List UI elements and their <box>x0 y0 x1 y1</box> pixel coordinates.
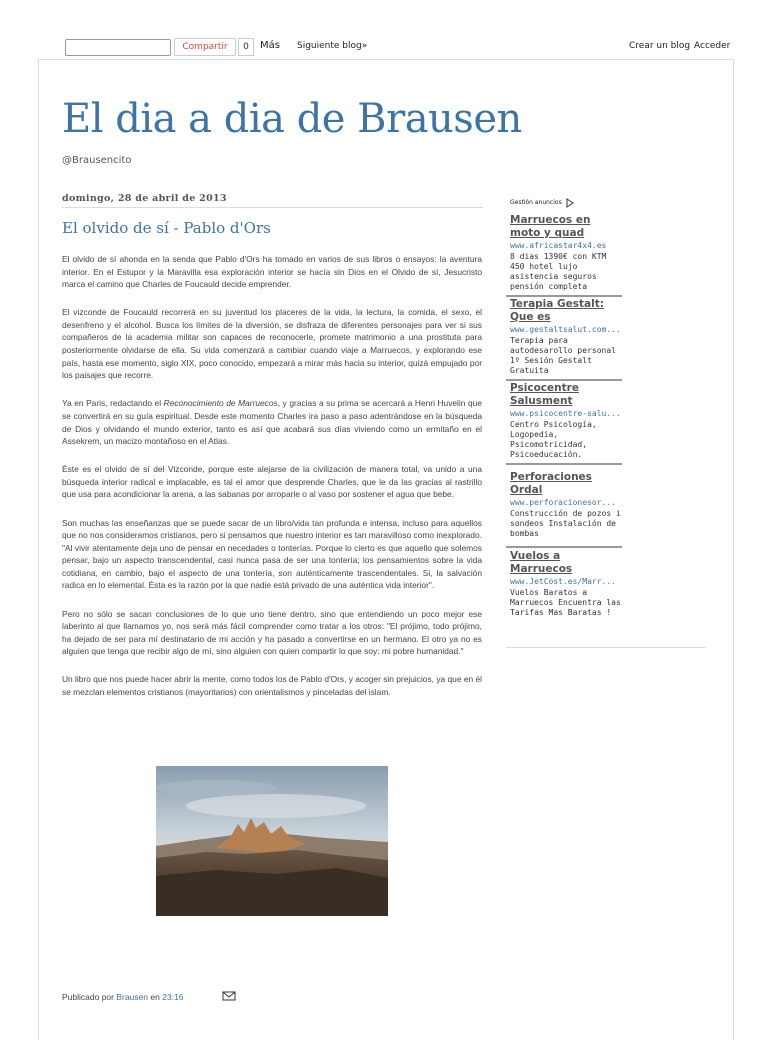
share-count: 0 <box>238 38 254 56</box>
post-paragraph: Un libro que nos puede hacer abrir la mente, como todos los de Pablo d'Ors, y acoger sin prejuicios, ya que en él se mezclan elementos cristianos (mayoritarios) con orientalismos y pinceladas del islam. <box>62 674 482 698</box>
post-paragraph <box>62 397 482 447</box>
footer-label: Publicado por <box>62 992 114 1002</box>
blog-title[interactable]: El dia a dia de Brausen <box>62 96 522 142</box>
ad-unit[interactable] <box>510 550 622 618</box>
search-input[interactable] <box>65 39 171 56</box>
ad-description: Construcción de pozos i sondeos Instalación de bombas <box>510 509 621 538</box>
paragraph-text: Ya en Paris, redactando el <box>62 398 164 409</box>
post-body <box>62 253 482 714</box>
post-date: domingo, 28 de abril de 2013 <box>62 193 227 204</box>
ad-url[interactable]: www.africastar4x4.es <box>510 241 607 250</box>
share-button[interactable]: Compartir <box>174 38 236 56</box>
play-arrow-icon[interactable] <box>565 198 575 208</box>
post-paragraph: El olvido de sí ahonda en la senda que Pablo d'Ors ha tomado en varios de sus libros o ensayos: la aventura interior. En el Estupor y la Maravilla esa exploración interior se hacía sin Dios en el Olvido de sí, Jesucristo marca el camino que Charles de Foucauld decide emprender. <box>62 254 482 290</box>
ad-unit[interactable] <box>510 471 622 539</box>
divider <box>506 463 622 465</box>
divider <box>506 379 622 381</box>
divider <box>62 207 483 208</box>
ad-title[interactable]: Perforaciones Ordal <box>510 471 592 496</box>
permalink-time[interactable]: 23:16 <box>162 992 184 1002</box>
ad-description: 8 dias 1390€ con KTM 450 hotel lujo asistencia seguros pensión completa <box>510 252 607 291</box>
divider <box>506 295 622 297</box>
post-paragraph: Éste es el olvido de sí del Vizconde, porque este alejarse de la civilización de manera total, va unido a una búsqueda interior radical e implacable, es tal el amor que desprende Charles, que le da las gracias al rastrillo que usa para acondicionar la arena, a las sabanas por arroparle o al vaso por sostener el agua que bebe. <box>62 464 482 500</box>
ad-unit[interactable] <box>510 382 622 460</box>
ad-url[interactable]: www.psicocentre-salu... <box>510 409 621 418</box>
post-image[interactable] <box>156 766 388 916</box>
ad-url[interactable]: www.JetCost.es/Marr... <box>510 577 616 586</box>
ad-url[interactable]: www.gestaltsalut.com... <box>510 325 621 334</box>
footer-label: en <box>150 992 160 1002</box>
post-footer <box>62 992 184 1002</box>
ad-unit[interactable] <box>510 298 622 376</box>
ad-description: Terapia para autodesarollo personal 1º Sesión Gestalt Gratuita <box>510 336 616 375</box>
post-paragraph: Son muchas las enseñanzas que se puede sacar de un libro/vida tan profunda e intensa, incluso para aquellos que no nos consideramos cristianos, pero si pensamos que nuestro interior es tan maravilloso como inexplorado. "Al vivir atentamente deja uno de pensar en necedades o tonterías. Porque lo cierto es que aquello que solemos pensar, bajo un aspecto transcendental, casi nunca pasa de ser una tontería; los pensamientos sobre la vida cotidiana, en cambio, bajo el aspecto de una tontería, son auténticamente trascendentales. Si, la salvación radica en lo elemental. Ésta es la razón por la que nadie está privado de una auténtica vida interior". <box>62 517 482 591</box>
ad-title[interactable]: Marruecos en moto y quad <box>510 214 591 239</box>
mountain-landscape-image <box>156 766 388 916</box>
ad-title[interactable]: Terapia Gestalt: Que es <box>510 298 604 323</box>
post-paragraph: El vizconde de Foucauld recorrerá en su juventud los placeres de la vida, la lectura, la comida, el sexo, el desenfreno y el alcohol. Busca los límites de la diversión, se disfraza de diferentes personajes para ver si sus compañeros de la academia militar son capaces de reconocerle, promete matrimonio a una prostituta para posteriormente olvidarse de ella. Su vida comenzará a cambiar cuando viaje a Marruecos, y explorando ese país, hasta ese momento, siglo XIX, poco conocido, empezará a mirar más hacia su interior, quizá empujado por los paisajes que recorre. <box>62 307 482 381</box>
paragraph-text: , y gracias a su prima se acercará a Henri Huvelin que se convertirá en su guía espiritual. Desde este momento Charles ira paso a paso adentrándose en la búsqueda de Dios y olvidando el mundo exterior, tanto es así que acabará sus días viviendo como un ermitaño en el Assekrem, un macizo montañoso en el Atlas. <box>62 398 482 447</box>
create-blog-link[interactable]: Crear un blog <box>629 41 691 51</box>
blogger-navbar <box>0 0 768 60</box>
ads-header[interactable]: Gestión anuncios <box>510 199 562 206</box>
divider <box>506 647 706 648</box>
ad-description: Centro Psicología, Logopedia, Psicomotricidad, Psicoeducación. <box>510 420 597 459</box>
ad-unit[interactable] <box>510 214 622 292</box>
book-title: Reconocimiento de Marruecos <box>163 398 278 409</box>
ad-title[interactable]: Vuelos a Marruecos <box>510 550 573 575</box>
more-button[interactable]: Más <box>260 40 280 51</box>
email-post-icon[interactable] <box>222 991 236 1001</box>
ad-description: Vuelos Baratos a Marruecos Encuentra las Tarifas Mas Baratas ! <box>510 588 621 617</box>
login-link[interactable]: Acceder <box>694 41 731 51</box>
divider <box>506 546 622 548</box>
ad-title[interactable]: Psicocentre Salusment <box>510 382 579 407</box>
ad-url[interactable]: www.perforacionesor... <box>510 498 616 507</box>
blog-description: @Brausencito <box>62 155 132 166</box>
post-title[interactable]: El olvido de sí - Pablo d'Ors <box>62 219 271 237</box>
next-blog-link[interactable]: Siguiente blog» <box>297 41 368 51</box>
post-paragraph: Pero no sólo se sacan conclusiones de lo que uno tiene dentro, sino que entendiendo un poco mejor ese laberinto al que llamamos yo, nos será más fácil comprender como tratar a los otros: "El prójimo, todo prójimo, ha dejado de ser para mí destinatario de mi acción y ha pasado a convertirse en un hermano. El otro ya no es alguien que tenga que recibir algo de mí, sino alguien con quien compartir lo que soy: mi pobre humanidad." <box>62 608 482 657</box>
author-link[interactable]: Brausen <box>116 992 149 1002</box>
